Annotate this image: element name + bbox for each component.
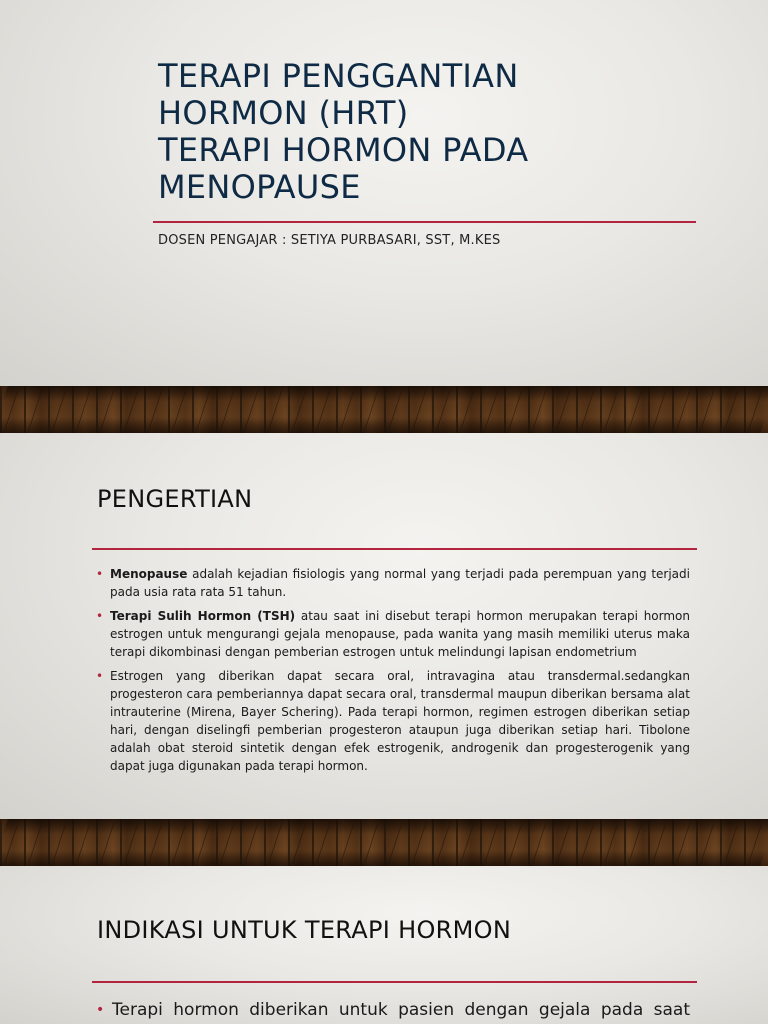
bullet-text: Terapi hormon diberikan untuk pasien dengan gejala pada saat: [112, 1000, 690, 1020]
bullet-text: Estrogen yang diberikan dapat secara oral, intravagina atau transdermal.sedangkan progesteron cara pemberiannya dapat secara oral, transdermal maupun diberikan bersama alat intrauterine (Mirena, Bayer Schering). Pada terapi hormon, regimen estrogen diberikan setiap hari, dengan diselingfi pemberian progesteron ataupun juga diberikan setiap hari. Tibolone adalah obat steroid sintetik dengan efek estrogenik, androgenik dan progesterogenik yang dapat juga digunakan pada terapi hormon.: [110, 669, 690, 773]
bullet-icon: •: [96, 1002, 105, 1018]
list-item: [96, 667, 690, 775]
lecturer-subtitle: DOSEN PENGAJAR : SETIYA PURBASARI, SST, M.KES: [158, 233, 501, 248]
list-item: [96, 998, 690, 1022]
list-item: [96, 565, 690, 601]
heading-divider: [92, 981, 697, 983]
bullet-list: [96, 998, 690, 1022]
title-line: MENOPAUSE: [158, 168, 361, 206]
bullet-text: atau saat ini disebut terapi hormon merupakan terapi hormon estrogen untuk mengurangi gejala menopause, pada wanita yang masih memiliki uterus maka terapi dikombinasi dengan pemberian estrogen untuk melindungi lapisan endometrium: [110, 609, 691, 659]
heading-divider: [92, 548, 697, 550]
wood-floor-divider: [0, 386, 768, 433]
bullet-term: Terapi Sulih Hormon (TSH): [110, 609, 296, 623]
bullet-term: Menopause: [110, 567, 188, 581]
bullet-icon: •: [96, 609, 104, 623]
indication-slide: [0, 866, 768, 1024]
title-divider: [153, 221, 696, 223]
title-slide: [0, 0, 768, 386]
definition-slide: [0, 433, 768, 819]
list-item: [96, 607, 690, 661]
wood-floor-divider: [0, 819, 768, 866]
title-line: HORMON (HRT): [158, 94, 409, 132]
bullet-list: [96, 565, 690, 781]
slide-heading: INDIKASI UNTUK TERAPI HORMON: [97, 916, 512, 944]
bullet-text: adalah kejadian fisiologis yang normal yang terjadi pada perempuan yang terjadi pada usia rata rata 51 tahun.: [110, 567, 690, 599]
title-line: TERAPI PENGGANTIAN: [158, 57, 519, 95]
bullet-icon: •: [96, 567, 104, 581]
presentation-title: [158, 58, 698, 206]
title-line: TERAPI HORMON PADA: [158, 131, 529, 169]
bullet-icon: •: [96, 669, 104, 683]
slide-heading: PENGERTIAN: [97, 485, 253, 513]
